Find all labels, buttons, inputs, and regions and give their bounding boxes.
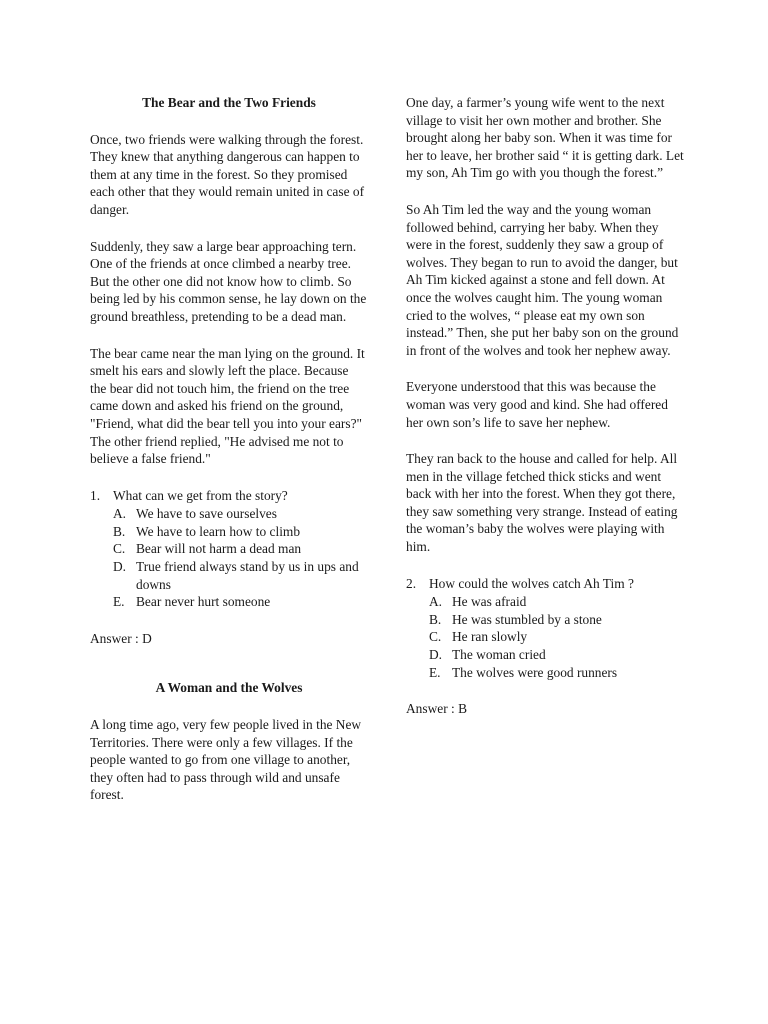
answer-option — [429, 593, 684, 611]
answer-options — [90, 505, 368, 611]
answer-options — [406, 593, 684, 681]
option-text: He was afraid — [452, 594, 527, 610]
answer-option — [113, 540, 368, 558]
option-text: Bear will not harm a dead man — [136, 541, 302, 557]
option-letter: C. — [113, 541, 126, 557]
option-text: The wolves were good runners — [452, 664, 618, 680]
question-block — [406, 575, 684, 682]
answer-option — [113, 523, 368, 541]
story-paragraph: One day, a farmer’s young wife went to the next village to visit her own mother and brother. She brought along her baby son. When it was time for her to leave, her brother said “ it is getting dark. Let my son, Ah Tim go with you though the forest.” — [406, 95, 684, 181]
question-number: 2. — [406, 575, 417, 591]
option-text: The woman cried — [452, 647, 546, 663]
option-text: He was stumbled by a stone — [452, 611, 602, 627]
answer-key: Answer : D — [90, 630, 152, 646]
question-text: How could the wolves catch Ah Tim ? — [429, 575, 634, 591]
answer-option — [429, 664, 684, 682]
answer-option — [429, 646, 684, 664]
story-paragraph: Once, two friends were walking through the forest. They knew that anything dangerous can happen to them at any time in the forest. So they promised each other that they would remain united in case of danger. — [90, 131, 365, 217]
question-text: What can we get from the story? — [113, 487, 288, 503]
answer-option — [113, 558, 368, 593]
option-text: We have to save ourselves — [136, 506, 277, 522]
story-paragraph: So Ah Tim led the way and the young woman followed behind, carrying her baby. When they were in the forest, suddenly they saw a group of wolves. They began to run to avoid the danger, but Ah Tim kicked against a stone and fell down. At once the wolves caught him. The young woman cried to the wolves, “ please eat my own son instead.” Then, she put her baby son on the ground in front of the wolves and took her nephew away. — [406, 201, 679, 358]
story-title: A Woman and the Wolves — [155, 680, 303, 696]
option-letter: B. — [429, 611, 442, 627]
option-letter: A. — [113, 506, 127, 522]
answer-option — [429, 611, 684, 629]
question-block — [90, 487, 368, 611]
story-paragraph: The bear came near the man lying on the ground. It smelt his ears and slowly left the place. Because the bear did not touch him, the friend on the tree came down and asked his friend on the ground, "Friend, what did the bear tell you into your ears?" The other friend replied, "He advised me not to believe a false friend." — [90, 345, 365, 467]
option-letter: E. — [429, 664, 441, 680]
option-letter: E. — [113, 594, 125, 610]
option-letter: D. — [429, 647, 443, 663]
option-text: We have to learn how to climb — [136, 523, 301, 539]
story-paragraph: They ran back to the house and called for help. All men in the village fetched thick sticks and went back with her into the forest. When they got there, they saw something very strange. Instead of eating the woman’s baby the wolves were playing with him. — [406, 451, 678, 555]
option-text: True friend always stand by us in ups and downs — [136, 559, 359, 592]
option-letter: A. — [429, 594, 443, 610]
story-paragraph: Suddenly, they saw a large bear approaching tern. One of the friends at once climbed a nearby tree. But the other one did not know how to climb. So being led by his common sense, he lay down on the ground breathless, pretending to be a dead man. — [90, 238, 367, 324]
right-column — [406, 94, 684, 718]
story-paragraph: A long time ago, very few people lived in the New Territories. There were only a few villages. If the people wanted to go from one village to another, they often had to pass through wild and unsafe forest. — [90, 717, 362, 803]
answer-option — [429, 628, 684, 646]
option-text: Bear never hurt someone — [136, 594, 271, 610]
option-letter: D. — [113, 559, 127, 575]
question-number: 1. — [90, 487, 101, 503]
answer-option — [113, 593, 368, 611]
story-paragraph: Everyone understood that this was because the woman was very good and kind. She had offered her own son’s life to save her nephew. — [406, 379, 668, 430]
option-letter: B. — [113, 523, 126, 539]
option-text: He ran slowly — [452, 629, 528, 645]
story-title: The Bear and the Two Friends — [142, 95, 316, 110]
answer-option — [113, 505, 368, 523]
option-letter: C. — [429, 629, 442, 645]
left-column — [90, 94, 368, 823]
answer-key: Answer : B — [406, 701, 467, 717]
